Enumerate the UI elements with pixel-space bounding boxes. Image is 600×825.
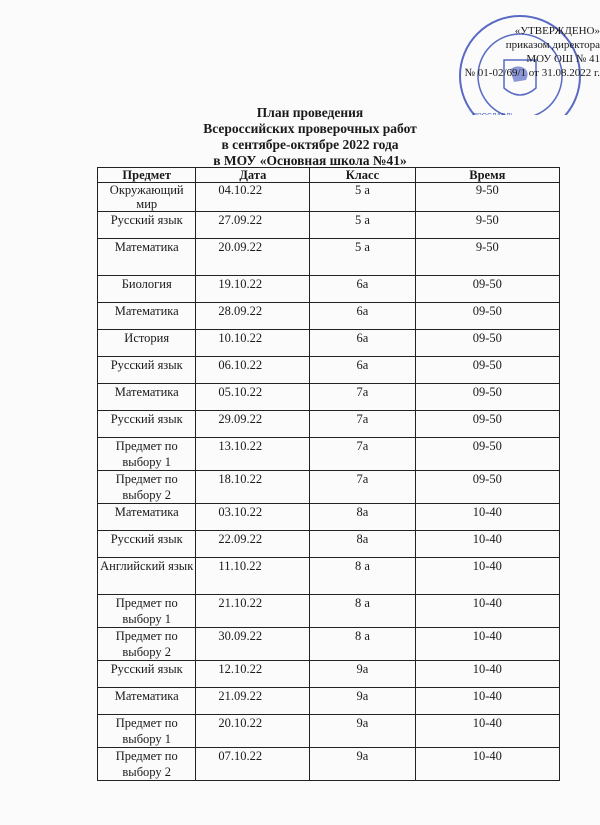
table-row xyxy=(98,438,560,471)
cell-subject: Окружающий мир xyxy=(98,183,196,212)
cell-date: 11.10.22 xyxy=(196,558,310,595)
cell-subject: Русский язык xyxy=(98,531,196,558)
cell-class: 8 а xyxy=(310,595,415,628)
cell-time: 10-40 xyxy=(415,688,559,715)
approval-block xyxy=(440,24,600,80)
table-row xyxy=(98,357,560,384)
cell-subject: Предмет по выбору 1 xyxy=(98,595,196,628)
cell-subject: Русский язык xyxy=(98,357,196,384)
approval-line: МОУ ОШ № 41 xyxy=(526,53,600,65)
cell-class: 6а xyxy=(310,357,415,384)
cell-subject: Биология xyxy=(98,276,196,303)
cell-class: 9а xyxy=(310,748,415,781)
cell-date: 27.09.22 xyxy=(196,212,310,239)
approval-line: «УТВЕРЖДЕНО» xyxy=(514,25,600,37)
cell-subject: Русский язык xyxy=(98,212,196,239)
cell-class: 7а xyxy=(310,384,415,411)
cell-date: 05.10.22 xyxy=(196,384,310,411)
table-row xyxy=(98,276,560,303)
schedule-table xyxy=(97,167,560,781)
cell-subject: Предмет по выбору 2 xyxy=(98,471,196,504)
header-class: Класс xyxy=(310,168,415,183)
cell-class: 6а xyxy=(310,330,415,357)
cell-subject: Предмет по выбору 2 xyxy=(98,748,196,781)
table-header-row xyxy=(98,168,560,183)
table-row xyxy=(98,748,560,781)
cell-time: 10-40 xyxy=(415,628,559,661)
cell-time: 9-50 xyxy=(415,183,559,212)
cell-date: 13.10.22 xyxy=(196,438,310,471)
table-row xyxy=(98,303,560,330)
cell-date: 20.09.22 xyxy=(196,239,310,276)
cell-date: 19.10.22 xyxy=(196,276,310,303)
cell-time: 10-40 xyxy=(415,531,559,558)
cell-time: 10-40 xyxy=(415,748,559,781)
cell-time: 09-50 xyxy=(415,384,559,411)
approval-line: № 01-02/69/1 от 31.08.2022 г. xyxy=(464,67,600,79)
cell-date: 21.09.22 xyxy=(196,688,310,715)
cell-date: 28.09.22 xyxy=(196,303,310,330)
cell-class: 7а xyxy=(310,438,415,471)
header-date: Дата xyxy=(196,168,310,183)
cell-class: 9а xyxy=(310,715,415,748)
cell-class: 6а xyxy=(310,303,415,330)
cell-time: 09-50 xyxy=(415,276,559,303)
cell-time: 09-50 xyxy=(415,357,559,384)
table-row xyxy=(98,688,560,715)
cell-class: 5 а xyxy=(310,183,415,212)
document-title xyxy=(190,105,430,169)
cell-date: 30.09.22 xyxy=(196,628,310,661)
cell-date: 10.10.22 xyxy=(196,330,310,357)
table-row xyxy=(98,531,560,558)
cell-date: 12.10.22 xyxy=(196,661,310,688)
table-row xyxy=(98,330,560,357)
cell-class: 6а xyxy=(310,276,415,303)
cell-time: 10-40 xyxy=(415,595,559,628)
cell-time: 10-40 xyxy=(415,558,559,595)
cell-subject: Русский язык xyxy=(98,661,196,688)
cell-date: 07.10.22 xyxy=(196,748,310,781)
cell-time: 10-40 xyxy=(415,661,559,688)
header-subject: Предмет xyxy=(98,168,196,183)
cell-time: 9-50 xyxy=(415,239,559,276)
header-time: Время xyxy=(415,168,559,183)
title-line: в МОУ «Основная школа №41» xyxy=(213,153,407,168)
cell-time: 10-40 xyxy=(415,504,559,531)
cell-class: 5 а xyxy=(310,212,415,239)
title-line: в сентябре-октябре 2022 года xyxy=(221,137,399,152)
table-row xyxy=(98,239,560,276)
svg-text:ЯРОСЛАВЛЬ: ЯРОСЛАВЛЬ xyxy=(472,113,515,120)
title-line: Всероссийских проверочных работ xyxy=(203,121,417,136)
cell-subject: Русский язык xyxy=(98,411,196,438)
cell-date: 06.10.22 xyxy=(196,357,310,384)
cell-date: 22.09.22 xyxy=(196,531,310,558)
cell-subject: Предмет по выбору 2 xyxy=(98,628,196,661)
cell-time: 09-50 xyxy=(415,303,559,330)
table-row xyxy=(98,411,560,438)
cell-subject: Английский язык xyxy=(98,558,196,595)
cell-subject: Математика xyxy=(98,688,196,715)
cell-subject: Математика xyxy=(98,303,196,330)
cell-subject: Предмет по выбору 1 xyxy=(98,438,196,471)
cell-date: 21.10.22 xyxy=(196,595,310,628)
cell-subject: Математика xyxy=(98,384,196,411)
table-row xyxy=(98,628,560,661)
cell-time: 09-50 xyxy=(415,471,559,504)
cell-subject: Предмет по выбору 1 xyxy=(98,715,196,748)
table-row xyxy=(98,471,560,504)
table-row xyxy=(98,595,560,628)
cell-class: 7а xyxy=(310,471,415,504)
cell-class: 8 а xyxy=(310,628,415,661)
cell-date: 18.10.22 xyxy=(196,471,310,504)
cell-class: 9а xyxy=(310,661,415,688)
cell-class: 9а xyxy=(310,688,415,715)
cell-class: 8а xyxy=(310,531,415,558)
table-body xyxy=(98,183,560,781)
cell-time: 10-40 xyxy=(415,715,559,748)
table-row xyxy=(98,212,560,239)
cell-date: 03.10.22 xyxy=(196,504,310,531)
table-row xyxy=(98,183,560,212)
table-row xyxy=(98,504,560,531)
cell-subject: Математика xyxy=(98,504,196,531)
table-row xyxy=(98,715,560,748)
cell-date: 04.10.22 xyxy=(196,183,310,212)
cell-class: 8а xyxy=(310,504,415,531)
cell-date: 20.10.22 xyxy=(196,715,310,748)
cell-subject: Математика xyxy=(98,239,196,276)
cell-time: 09-50 xyxy=(415,330,559,357)
table-row xyxy=(98,384,560,411)
cell-class: 7а xyxy=(310,411,415,438)
cell-time: 9-50 xyxy=(415,212,559,239)
approval-line: приказом директора xyxy=(505,39,600,51)
table-row xyxy=(98,661,560,688)
cell-time: 09-50 xyxy=(415,411,559,438)
cell-class: 8 а xyxy=(310,558,415,595)
cell-date: 29.09.22 xyxy=(196,411,310,438)
cell-subject: История xyxy=(98,330,196,357)
cell-class: 5 а xyxy=(310,239,415,276)
title-line: План проведения xyxy=(256,105,364,120)
cell-time: 09-50 xyxy=(415,438,559,471)
table-row xyxy=(98,558,560,595)
